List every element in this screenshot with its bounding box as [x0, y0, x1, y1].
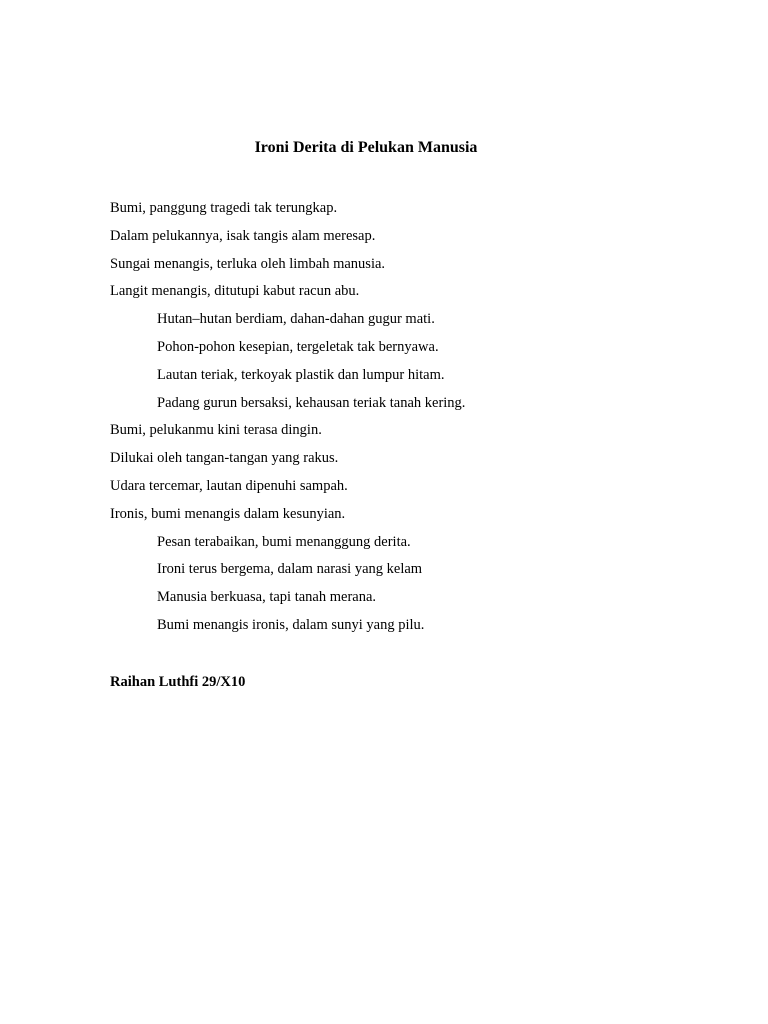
poem-line: Ironi terus bergema, dalam narasi yang kelam [157, 561, 423, 578]
stanza-4 [110, 532, 730, 643]
poem-line: Sungai menangis, terluka oleh limbah manusia. [110, 255, 386, 272]
poem-line: Pohon-pohon kesepian, tergeletak tak bernyawa. [157, 338, 439, 355]
stanza-3 [110, 420, 730, 531]
poem-line: Langit menangis, ditutupi kabut racun abu. [110, 283, 360, 300]
poem-line: Dalam pelukannya, isak tangis alam meresap. [110, 227, 376, 244]
poem-line: Dilukai oleh tangan-tangan yang rakus. [110, 450, 339, 467]
poem-line: Udara tercemar, lautan dipenuhi sampah. [110, 477, 348, 494]
author-signature: Raihan Luthfi 29/X10 [110, 674, 246, 690]
poem-line: Manusia berkuasa, tapi tanah merana. [157, 589, 377, 606]
poem-body [110, 198, 730, 643]
stanza-2 [110, 309, 730, 420]
stanza-1 [110, 198, 730, 309]
poem-line: Ironis, bumi menangis dalam kesunyian. [110, 505, 346, 522]
poem-line: Lautan teriak, terkoyak plastik dan lumpur hitam. [157, 366, 445, 383]
poem-line: Padang gurun bersaksi, kehausan teriak tanah kering. [157, 394, 466, 411]
poem-line: Bumi, panggung tragedi tak terungkap. [110, 200, 338, 216]
poem-line: Bumi menangis ironis, dalam sunyi yang pilu. [157, 616, 425, 633]
poem-line: Bumi, pelukanmu kini terasa dingin. [110, 422, 322, 439]
poem-title: Ironi Derita di Pelukan Manusia [254, 139, 478, 156]
poem-line: Pesan terabaikan, bumi menanggung derita. [157, 533, 411, 550]
poem-line: Hutan–hutan berdiam, dahan-dahan gugur mati. [157, 311, 435, 328]
